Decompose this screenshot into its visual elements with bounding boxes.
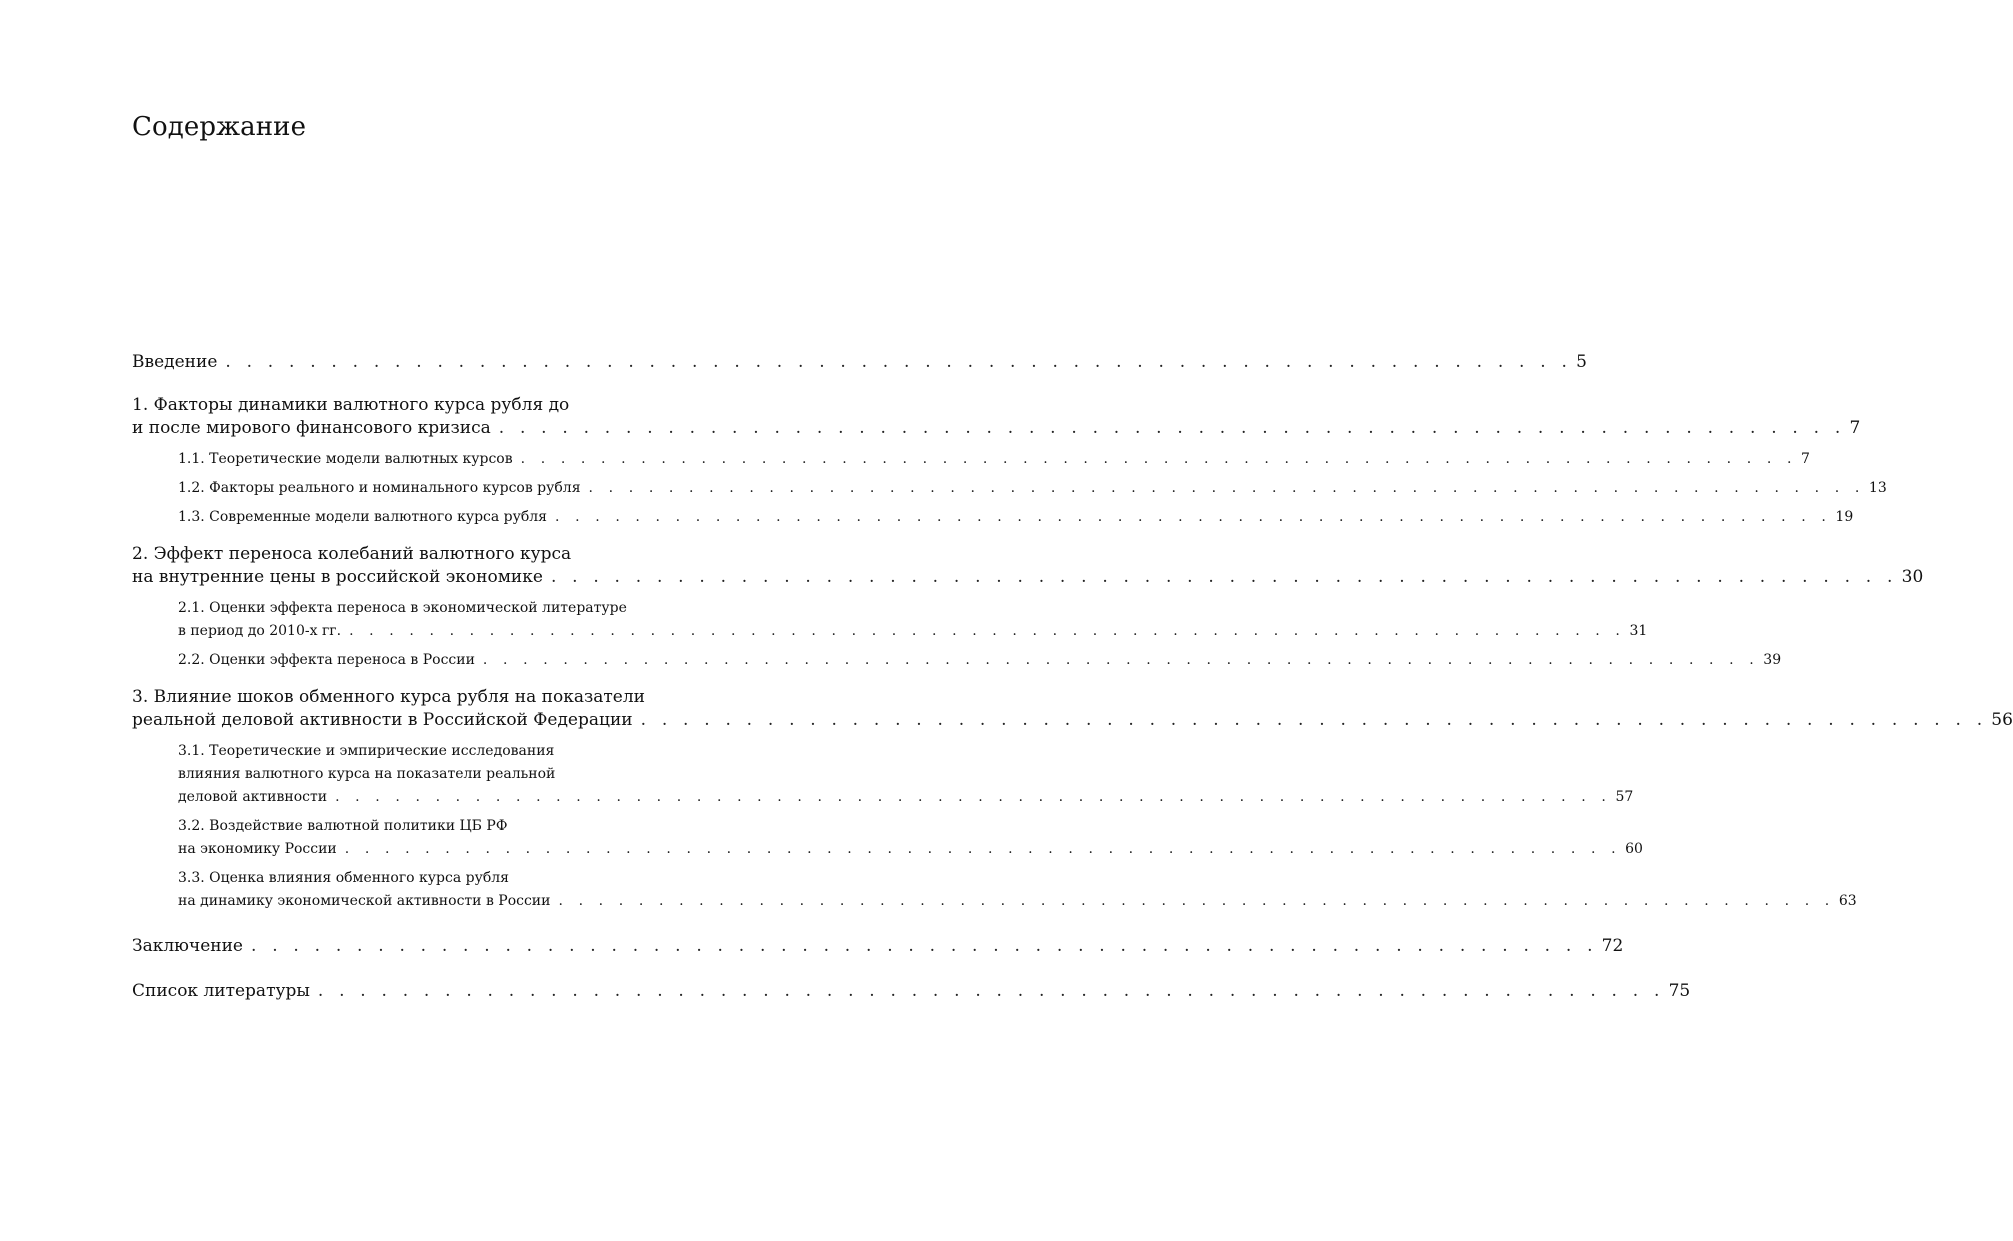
dot-leader: . . . . . . . . . . . . . . . . . . . . . . . . . . . . . . . . . . . . . . . . . . . . . . . . . . . . . . . . . . . . . . . . <box>588 480 1865 496</box>
toc-entry-title: 2. Эффект переноса колебаний валютного курса <box>132 544 572 564</box>
toc-entry-section-1-1[interactable] <box>178 448 1810 471</box>
toc-entry-title: 1.2. Факторы реального и номинального курсов рубля <box>178 480 581 496</box>
toc-entry-title: Заключение <box>132 936 243 956</box>
toc-page-number: 75 <box>1668 981 1691 1001</box>
toc-entry-title: 3. Влияние шоков обменного курса рубля на показатели <box>132 687 645 707</box>
dot-leader: . . . . . . . . . . . . . . . . . . . . . . . . . . . . . . . . . . . . . . . . . . . . . . . . . . . . . . . . . . . . . . . . <box>498 418 1846 438</box>
toc-entry-title: 3.2. Воздействие валютной политики ЦБ РФ <box>178 818 508 834</box>
toc-page-number: 60 <box>1625 841 1643 857</box>
toc-entry-title: 3.3. Оценка влияния обменного курса рубля <box>178 870 509 886</box>
dot-leader: . . . . . . . . . . . . . . . . . . . . . . . . . . . . . . . . . . . . . . . . . . . . . . . . . . . . . . . . . . . . . . . . <box>550 567 1898 587</box>
dot-leader: . . . . . . . . . . . . . . . . . . . . . . . . . . . . . . . . . . . . . . . . . . . . . . . . . . . . . . . . . . . . . . . . <box>558 893 1835 909</box>
dot-leader: . . . . . . . . . . . . . . . . . . . . . . . . . . . . . . . . . . . . . . . . . . . . . . . . . . . . . . . . . . . . . . . . <box>349 623 1626 639</box>
toc-page-number: 5 <box>1576 352 1587 372</box>
page-title: Содержание <box>132 112 307 142</box>
dot-leader: . . . . . . . . . . . . . . . . . . . . . . . . . . . . . . . . . . . . . . . . . . . . . . . . . . . . . . . . . . . . . . . . <box>250 936 1598 956</box>
toc-page-number: 7 <box>1849 418 1861 438</box>
toc-entry-title: Введение <box>132 352 218 372</box>
toc-page-number: 7 <box>1801 451 1810 467</box>
dot-leader: . . . . . . . . . . . . . . . . . . . . . . . . . . . . . . . . . . . . . . . . . . . . . . . . . . . . . . . . . . . . . . . . <box>335 789 1612 805</box>
toc-entry-section-1-2[interactable] <box>178 477 1887 500</box>
toc-entry-title-cont: на динамику экономической активности в России <box>178 893 551 909</box>
toc-entry-title-cont: и после мирового финансового кризиса <box>132 418 491 438</box>
toc-entry-title-cont: в период до 2010-х гг. <box>178 623 342 639</box>
toc-page-number: 72 <box>1601 936 1624 956</box>
toc-entry-section-3-1[interactable] <box>178 740 1634 809</box>
dot-leader: . . . . . . . . . . . . . . . . . . . . . . . . . . . . . . . . . . . . . . . . . . . . . . . . . . . . . . . . . . . . . . . . <box>482 652 1760 668</box>
toc-page-number: 30 <box>1901 567 1924 587</box>
toc-entry-title-cont: влияния валютного курса на показатели реальной <box>178 766 556 782</box>
dot-leader: . . . . . . . . . . . . . . . . . . . . . . . . . . . . . . . . . . . . . . . . . . . . . . . . . . . . . . . . . . . . . . . . <box>555 509 1832 525</box>
dot-leader: . . . . . . . . . . . . . . . . . . . . . . . . . . . . . . . . . . . . . . . . . . . . . . . . . . . . . . . . . . . . . . . . <box>520 451 1797 467</box>
toc-entry-chapter-3[interactable] <box>132 686 2013 732</box>
toc-entry-title-cont: реальной деловой активности в Российской Федерации <box>132 710 633 730</box>
toc-page-number: 39 <box>1763 652 1782 668</box>
toc-entry-chapter-1[interactable] <box>132 394 1861 440</box>
toc-entry-chapter-2[interactable] <box>132 543 1924 589</box>
toc-page-number: 56 <box>1991 710 2013 730</box>
toc-entry-intro[interactable] <box>132 351 1587 374</box>
toc-entry-title-cont: на внутренние цены в российской экономике <box>132 567 543 587</box>
toc-page-number: 19 <box>1835 509 1854 525</box>
toc-entry-title: 2.1. Оценки эффекта переноса в экономической литературе <box>178 600 627 616</box>
toc-entry-section-3-3[interactable] <box>178 867 1857 913</box>
toc-page-number: 31 <box>1629 623 1648 639</box>
toc-page-number: 63 <box>1838 893 1857 909</box>
toc-entry-title: 3.1. Теоретические и эмпирические исследования <box>178 743 555 759</box>
toc-page-number: 57 <box>1615 789 1634 805</box>
dot-leader: . . . . . . . . . . . . . . . . . . . . . . . . . . . . . . . . . . . . . . . . . . . . . . . . . . . . . . . . . . . . . . . . <box>344 841 1622 857</box>
dot-leader: . . . . . . . . . . . . . . . . . . . . . . . . . . . . . . . . . . . . . . . . . . . . . . . . . . . . . . . . . . . . . . . . <box>225 352 1573 372</box>
toc-entry-title: 1.1. Теоретические модели валютных курсов <box>178 451 513 467</box>
toc-entry-title: 1. Факторы динамики валютного курса рубля до <box>132 395 570 415</box>
toc-entry-section-1-3[interactable] <box>178 506 1854 529</box>
toc-entry-references[interactable] <box>132 980 1691 1003</box>
toc-page-number: 13 <box>1868 480 1887 496</box>
toc-entry-conclusion[interactable] <box>132 935 1624 958</box>
toc-entry-title-cont: деловой активности <box>178 789 328 805</box>
toc-entry-section-2-2[interactable] <box>178 649 1782 672</box>
table-of-contents <box>132 351 2013 1003</box>
toc-entry-section-2-1[interactable] <box>178 597 1648 643</box>
toc-entry-title-cont: на экономику России <box>178 841 337 857</box>
toc-entry-section-3-2[interactable] <box>178 815 1643 861</box>
toc-entry-title: Список литературы <box>132 981 310 1001</box>
dot-leader: . . . . . . . . . . . . . . . . . . . . . . . . . . . . . . . . . . . . . . . . . . . . . . . . . . . . . . . . . . . . . . . . <box>640 710 1988 730</box>
toc-entry-title: 1.3. Современные модели валютного курса рубля <box>178 509 548 525</box>
toc-entry-title: 2.2. Оценки эффекта переноса в России <box>178 652 475 668</box>
dot-leader: . . . . . . . . . . . . . . . . . . . . . . . . . . . . . . . . . . . . . . . . . . . . . . . . . . . . . . . . . . . . . . . . <box>317 981 1665 1001</box>
